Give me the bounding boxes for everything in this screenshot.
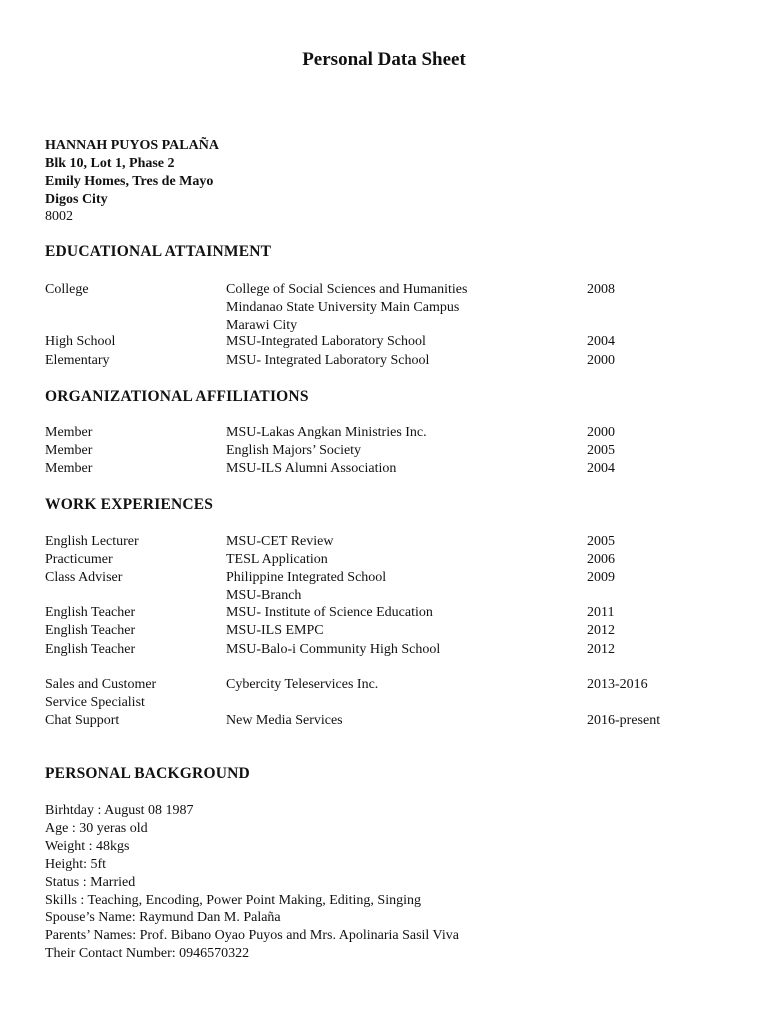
contact-line: Their Contact Number: 0946570322 [45,946,250,961]
affiliation-org: English Majors’ Society [226,443,362,458]
birthday-line: Birhtday : August 08 1987 [45,803,194,818]
affiliation-role: Member [45,443,93,458]
work-company: MSU- Institute of Science Education [226,605,433,620]
work-company-line: MSU-Branch [226,588,302,603]
work-year: 2009 [587,570,615,585]
work-company: MSU-ILS EMPC [226,623,324,638]
education-level: College [45,282,89,297]
work-year: 2013-2016 [587,677,648,692]
age-line: Age : 30 yeras old [45,821,148,836]
work-position: Chat Support [45,713,120,728]
education-year: 2004 [587,334,615,349]
skills-line: Skills : Teaching, Encoding, Power Point Making, Editing, Singing [45,893,421,908]
work-company: TESL Application [226,552,328,567]
work-position-line: Service Specialist [45,695,145,710]
affiliation-year: 2000 [587,425,615,440]
work-position [45,676,156,712]
work-heading: WORK EXPERIENCES [45,496,214,513]
affiliation-org: MSU-ILS Alumni Association [226,461,397,476]
work-position: English Teacher [45,642,136,657]
spouse-line: Spouse’s Name: Raymund Dan M. Palaña [45,910,281,925]
education-year: 2000 [587,353,615,368]
affiliations-heading: ORGANIZATIONAL AFFILIATIONS [45,388,309,405]
education-year: 2008 [587,282,615,297]
work-year: 2012 [587,642,615,657]
work-year: 2005 [587,534,615,549]
work-company: Cybercity Teleservices Inc. [226,677,379,692]
work-year: 2016-present [587,713,661,728]
education-heading: EDUCATIONAL ATTAINMENT [45,243,272,260]
education-school: MSU- Integrated Laboratory School [226,353,430,368]
work-company: New Media Services [226,713,343,728]
work-company: MSU-CET Review [226,534,334,549]
address-line-3: Digos City [45,192,108,207]
work-year: 2012 [587,623,615,638]
education-school-line: Mindanao State University Main Campus [226,300,460,315]
work-position: Practicumer [45,552,113,567]
parents-line: Parents’ Names: Prof. Bibano Oyao Puyos and Mrs. Apolinaria Sasil Viva [45,928,459,943]
education-level: Elementary [45,353,110,368]
work-position: Class Adviser [45,570,123,585]
status-line: Status : Married [45,875,136,890]
work-position-line: Sales and Customer [45,677,157,692]
work-position: English Teacher [45,623,136,638]
applicant-name: HANNAH PUYOS PALAÑA [45,138,219,153]
personal-heading: PERSONAL BACKGROUND [45,765,250,782]
affiliation-org: MSU-Lakas Angkan Ministries Inc. [226,425,427,440]
education-school-line: Marawi City [226,318,298,333]
education-school-line: College of Social Sciences and Humanities [226,282,468,297]
education-school [226,281,467,335]
affiliation-role: Member [45,425,93,440]
affiliation-role: Member [45,461,93,476]
address-line-1: Blk 10, Lot 1, Phase 2 [45,156,175,171]
height-line: Height: 5ft [45,857,107,872]
address-line-2: Emily Homes, Tres de Mayo [45,174,214,189]
work-position: English Lecturer [45,534,139,549]
weight-line: Weight : 48kgs [45,839,130,854]
work-year: 2006 [587,552,615,567]
work-position: English Teacher [45,605,136,620]
work-company: MSU-Balo-i Community High School [226,642,441,657]
affiliation-year: 2005 [587,443,615,458]
postal-code: 8002 [45,209,73,224]
education-school: MSU-Integrated Laboratory School [226,334,426,349]
work-year: 2011 [587,605,615,620]
affiliation-year: 2004 [587,461,615,476]
work-company [226,569,386,605]
education-level: High School [45,334,116,349]
page-title: Personal Data Sheet [302,49,466,70]
work-company-line: Philippine Integrated School [226,570,387,585]
